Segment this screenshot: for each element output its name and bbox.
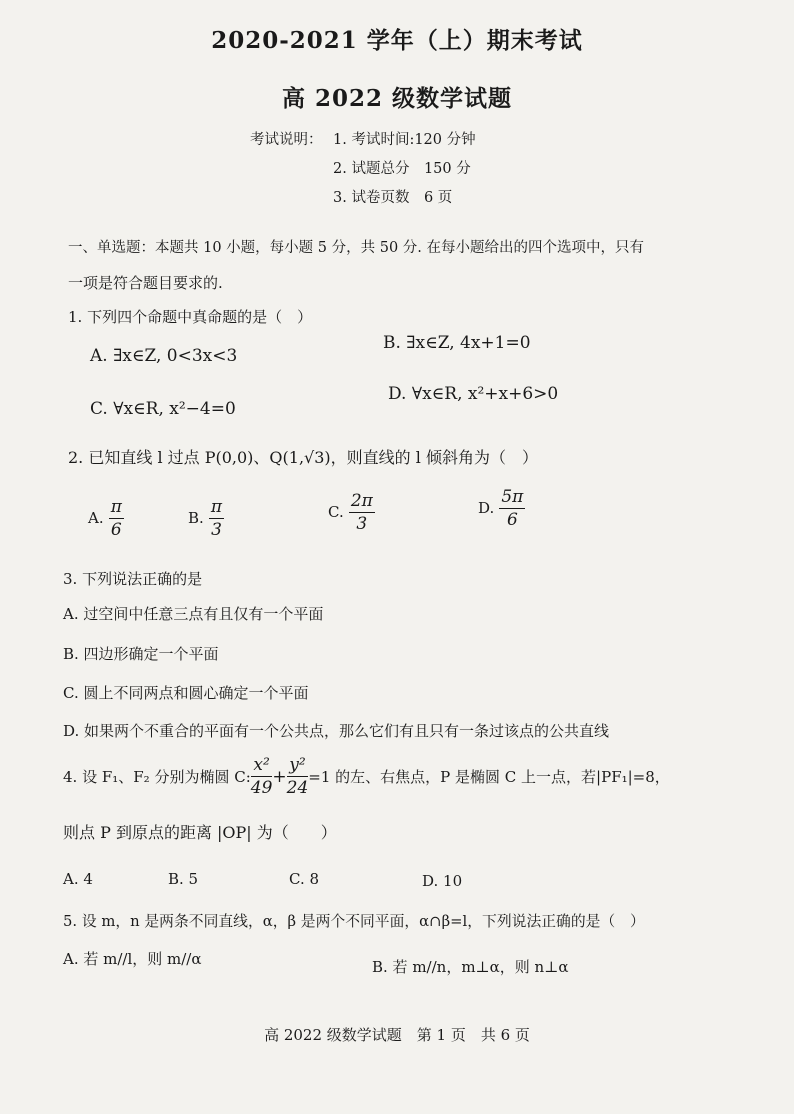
question-1-option-c: C. ∀x∈R, x²−4=0 [90,399,236,419]
page-footer: 高 2022 级数学试题 第 1 页 共 6 页 [264,1026,530,1044]
question-1-option-d: D. ∀x∈R, x²+x+6>0 [388,384,559,404]
question-4-option-d: D. 10 [422,872,463,890]
question-1-option-b: B. ∃x∈Z, 4x+1=0 [383,333,531,353]
fraction-denominator: 3 [211,520,222,540]
section-1-instruction-cont: 一项是符合题目要求的. [68,274,223,292]
question-2-stem: 2. 已知直线 l 过点 P(0,0)、Q(1,√3)，则直线的 l 倾斜角为（ ） [68,448,538,467]
question-2-option-b-label: B. [188,509,204,527]
question-4-stem-suffix: =1 的左、右焦点，P 是椭圆 C 上一点，若|PF₁|=8， [308,768,670,786]
question-1-option-a: A. ∃x∈Z, 0<3x<3 [90,346,238,366]
question-4-stem-prefix: 4. 设 F₁、F₂ 分别为椭圆 C: [63,768,251,786]
question-4-fraction-x [251,754,273,799]
question-2-option-d [478,486,525,531]
exam-note-3: 3. 试卷页数 6 页 [333,190,453,206]
question-2-option-b-fraction [209,496,224,541]
question-2-option-a [88,496,124,541]
fraction-denominator: 24 [286,778,309,798]
question-4-stem-cont: 则点 P 到原点的距离 |OP| 为（ ） [63,823,337,842]
question-2-option-a-fraction [109,496,124,541]
question-5-option-a: A. 若 m//l，则 m//α [63,950,202,968]
question-3-option-b: B. 四边形确定一个平面 [63,645,219,663]
question-5-option-b: B. 若 m//n，m⊥α，则 n⊥α [372,958,569,976]
fraction-numerator: 5π [501,487,524,507]
fraction-denominator: 6 [110,520,122,540]
fraction-numerator: x² [253,755,270,775]
section-1-instruction: 一、单选题：本题共 10 小题，每小题 5 分，共 50 分. 在每小题给出的四个选项中，只有 [68,240,644,256]
question-3-option-d: D. 如果两个不重合的平面有一个公共点，那么它们有且只有一条过该点的公共直线 [63,722,610,740]
question-4-stem [63,754,670,799]
question-2-option-a-label: A. [88,509,104,527]
question-2-option-c [328,490,375,535]
question-2-option-d-label: D. [478,499,495,517]
question-4-plus: + [272,766,287,787]
fraction-numerator: y² [289,755,306,775]
exam-title: 2020-2021 学年（上）期末考试 [211,27,583,54]
question-3-option-a: A. 过空间中任意三点有且仅有一个平面 [63,605,324,623]
question-2-option-c-fraction [349,490,375,535]
question-4-option-c: C. 8 [289,870,320,888]
exam-note-1: 1. 考试时间:120 分钟 [333,132,476,148]
question-2-option-b [188,496,224,541]
question-3-option-c: C. 圆上不同两点和圆心确定一个平面 [63,684,309,702]
fraction-numerator: π [210,497,223,517]
fraction-numerator: 2π [350,491,373,511]
question-4-option-a: A. 4 [63,870,93,888]
fraction-numerator: π [110,497,122,517]
fraction-denominator: 49 [250,778,273,798]
fraction-denominator: 6 [506,510,518,530]
question-4-fraction-y [287,754,309,799]
question-3-stem: 3. 下列说法正确的是 [63,570,203,588]
exam-note-2: 2. 试题总分 150 分 [333,161,471,177]
question-1-stem: 1. 下列四个命题中真命题的是（ ） [68,308,313,326]
fraction-denominator: 3 [356,514,368,534]
question-2-option-c-label: C. [328,503,344,521]
question-5-stem: 5. 设 m，n 是两条不同直线，α，β 是两个不同平面，α∩β=l，下列说法正确的是（ ） [63,913,645,930]
question-4-option-b: B. 5 [168,870,199,888]
exam-subtitle: 高 2022 级数学试题 [281,85,513,112]
question-2-option-d-fraction [499,486,525,531]
exam-note-label: 考试说明： [250,132,323,148]
